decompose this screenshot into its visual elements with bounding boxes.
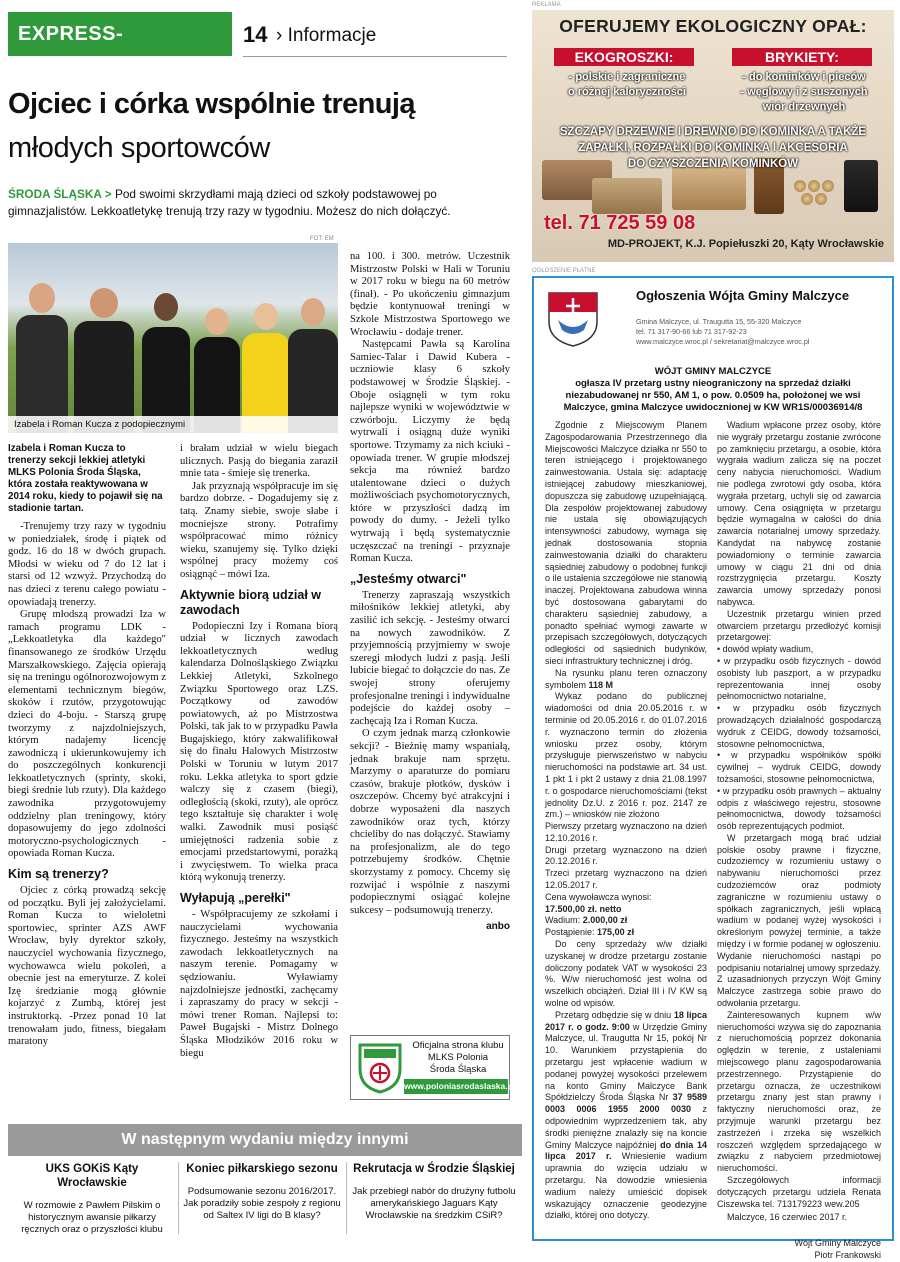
- site-logo[interactable]: EXPRESS-MIEJSKI.PL: [8, 12, 232, 56]
- article-signature: anbo: [486, 921, 510, 933]
- photo-person: [194, 308, 240, 433]
- notice-bullet: • w przypadku osób fizycznych - dowód osobisty lub paszport, a w przypadku reprezentowania innej osoby pełnomocnictwo notarialne,: [717, 655, 881, 702]
- notice-postapienie: [545, 927, 707, 939]
- article-dek: [8, 186, 508, 220]
- notice-price: [545, 904, 707, 916]
- article-paragraph: Grupę młodszą prowadzi Iza w ramach programu LDK -„Lekkoatletyka dla każdego" finansowanego ze środków Urzędu Marszałkowskiego. Zajęcia opierają się na treningu ogólnorozwojowym z elementami technicznym biegów, skoków i rzutów, przygotowując dzieci do 4-boju. - Starszą grupę tworzymy z najzdolniejszych, którym nadajemy licencję zawodniczą i ukierunkowujemy ich do poszczególnych konkurencji lekkoatletycznych (sprinty, skoki, biegi średnie lub rzuty). Dla każdego zawodnika przygotowujemy oddzielny plan treningowy, który dopasowujemy do jego zdolności motoryczno-psychologicznych - opowiada Roman Kucza.: [8, 609, 166, 860]
- notice-label: OGŁOSZENIE PŁATNE: [532, 268, 596, 274]
- fuel-advertisement[interactable]: [532, 10, 894, 262]
- next-issue-text: Podsumowanie sezonu 2016/2017. Jak poradziły sobie zespoły z regionu od Saltex IV ligi do B klasy?: [183, 1186, 341, 1221]
- notice-paragraph: Szczegółowych informacji dotyczących przetargu udziela Renata Ciszewska tel. 713179223 wew.205: [717, 1175, 881, 1209]
- article-column-2: [180, 443, 338, 1060]
- subheading-jestesmy: „Jesteśmy otwarci": [350, 571, 467, 586]
- dek-place: ŚRODA ŚLĄSKA >: [8, 187, 112, 201]
- notice-heading: Ogłoszenia Wójta Gminy Malczyce: [636, 288, 850, 303]
- ad-list-item: - do kominków i pieców: [742, 71, 866, 83]
- ad-list-item: - węglowy i z suszonych: [740, 86, 868, 98]
- divider: [346, 1162, 347, 1234]
- notice-title-sub: ogłasza IV przetarg ustny nieograniczony na sprzedaż działki niezabudowanej nr 550, AM 1, o pow. 0.0509 ha, położonej we wsi Malczyce, gmina Malczyce uwidocznionej w KW WR1S/00036914/8: [563, 378, 863, 413]
- next-issue-title: Rekrutacja w Środzie Śląskiej: [353, 1163, 515, 1175]
- club-text: [408, 1040, 508, 1076]
- notice-bullet: • w przypadku osób fizycznych prowadzących działalność gospodarczą wydruk z CEIDG, dowody tożsamości, stosowne pełnomocnictwa,: [717, 703, 881, 749]
- notice-deadline: do dnia 14 lipca 2017 r.: [545, 1139, 707, 1162]
- ad-title: OFERUJEMY EKOLOGICZNY OPAŁ:: [559, 16, 867, 36]
- section-rule: [243, 56, 507, 57]
- notice-paragraph: Zgodnie z Miejscowym Planem Zagospodarowania Przestrzennego dla Miejscowości Malczyce działka nr 550 to teren istniejącego i projektowanego zainwestowania. Ustala się: adaptację istniejącej zabudowy mieszkaniowej, dopuszcza się zabudowę uzupełniającą. Dla zespołów projektowanej zabudowy nie ustala się obowiązujących intensywności zabudowy, wymaga się jednak dostosowania stopnia zainwestowania działki do charakteru sąsiedniej zabudowy o podobnej funkcji o ile ustalenia szczegółowe nie stanowią inaczej. Projektowana zabudowa winna być dostosowana gabarytami do charakteru sąsiedniej zabudowy, a ponadto spełniać wymogi zawarte w przepisach szczegółowych, dotyczących odległości od sąsiednich budynków, sieci infrastruktury technicznej i dróg.: [545, 420, 707, 666]
- notice-paragraph: Uczestnik przetargu winien przed otwarciem przetargu przedłożyć komisji przetargowej:: [717, 608, 881, 643]
- notice-auction-date: 18 lipca 2017 r. o godz. 9:00: [545, 1009, 707, 1032]
- article-headline-sub: młodych sportowców: [8, 132, 270, 164]
- next-issue-text: Jak przebiegł nabór do drużyny futbolu amerykańskiego Jaguars Kąty Wrocławskie na średzkim CSiR?: [352, 1186, 516, 1221]
- article-paragraph: Ojciec z córką prowadzą sekcję od początku. Byli jej założycielami. Roman Kucza to wieloletni sportowiec, sprinter AZS AWF Wrocław, były dyrektor szkoły, nauczyciel wychowania fizycznego, wychowawca wielu pokoleń, a obecnie jest na emeryturze. Z kolei Izę średzianie mogą głównie kojarzyć z Zumbą, której jest instruktorką. -Przez ponad 10 lat trenowałam judo, fitness, biegałam maratony: [8, 885, 166, 1048]
- notice-title: [545, 366, 881, 414]
- notice-wadium-value: 2.000,00 zł: [582, 915, 628, 926]
- notice-paragraph: W przetargach mogą brać udział polskie osoby prawne i fizyczne, cudzoziemcy w rozumieniu ustawy o nabywaniu nieruchomości przez cudzoziemców oraz podmioty zagraniczne w rozumieniu ustawy o spółkach zagranicznych, jeśli wpłacą wadium w podanej wyżej wysokości i określonym powyżej terminie, a także między i w formie podanej w ogłoszeniu. Wydanie nieruchomości nastąpi po podpisaniu notarialnej umowy sprzedaży. Z uzasadnionych przyczyn Wójt Gminy Malczyce zastrzega sobie prawo do odwołania przetargu.: [717, 832, 881, 1009]
- notice-bullet: • dowód wpłaty wadium,: [717, 644, 814, 655]
- notice-signature-name: Piotr Frankowski: [814, 1249, 881, 1260]
- notice-date: Pierwszy przetarg wyznaczono na dzień 12.10.2016 r.: [545, 821, 707, 843]
- club-emblem-icon: [356, 1041, 404, 1094]
- article-column-3: [350, 251, 510, 934]
- article-paragraph: O czym jednak marzą członkowie sekcji? - Bieżnię mamy wspaniałą, jednak brakuje nam sprzętu. Marzymy o aparaturze do pomiaru czasów, brakuje płotków, dysków i oszczepów. Chcemy być atrakcyjni i dobrze wyposażeni dla naszych zawodników oraz tych, którzy chcieliby do nas dołączyć. Stawiamy na profesjonalizm, ale do tego potrzebujemy środków. Chętnie skorzystamy z pomocy. Chcemy się rozwijać i wspólnie z naszymi podopiecznymi osiągać kolejne sukcesy – podsumowują trenerzy.: [350, 728, 510, 916]
- club-line: Środa Śląska: [429, 1064, 487, 1075]
- article-paragraph: Podopieczni Izy i Romana biorą udział w licznych zawodach lekkoatletycznych według kalendarza Dolnośląskiego Związku Lekkiej Atletyki, Szkolnego Związku Sportowego oraz LZS. Początkowy od zawodów powiatowych, aż po Mistrzostwa Polski, tak jak to w przypadku Pawła Bugajskiego, który zakwalifikował się do finału Halowych Mistrzostw Polski w Toruniu w lutym 2017 roku. Lekka atletyka to sport gdzie walczy się z czasem (biegi), odległością (skoki, rzuty), ale oprócz tego kształtuje się charakter i wolę walki. Zawodnik musi posiąść umiejętności radzenia sobie z emocjami przedstartowymi, porażką i zwycięstwem. To wielka praca którą wykonują trenerzy.: [180, 620, 338, 884]
- ad-list-item: wiór drzewnych: [762, 101, 846, 113]
- notice-postapienie-value: 175,00 zł: [597, 927, 635, 938]
- next-issue-title: Koniec piłkarskiego sezonu: [186, 1163, 338, 1175]
- photo-person: [16, 283, 68, 433]
- notice-price-label: Cena wywoławcza wynosi:: [545, 891, 652, 902]
- notice-paragraph: [545, 668, 707, 692]
- next-issue-text: W rozmowie z Pawłem Pilskim o historycznym awansie piłkarzy ręcznych oraz o przyszłości klubu: [21, 1200, 163, 1235]
- article-photo: [8, 243, 338, 433]
- next-issue-title: UKS GOKiS Kąty Wrocławskie: [45, 1163, 139, 1189]
- ad-product-image: [815, 193, 827, 205]
- photo-person: [142, 293, 190, 433]
- ad-product-image: [672, 166, 746, 210]
- ad-phone[interactable]: tel. 71 725 59 08: [544, 212, 696, 234]
- notice-title-main: WÓJT GMINY MALCZYCE: [654, 366, 772, 377]
- notice-date: Drugi przetarg wyznaczono na dzień 20.12.2016 r.: [545, 844, 707, 867]
- notice-text: Przetarg odbędzie się w dniu: [555, 1009, 674, 1020]
- notice-text: z odpowiednim wyprzedzeniem tak, aby środki pieniężne znalazły się na koncie Gminy Malczyce najpóźniej: [545, 1104, 707, 1150]
- ad-list-item: - polskie i zagraniczne: [568, 71, 686, 83]
- ad-product-image: [794, 180, 806, 192]
- page-number: 14: [243, 22, 268, 47]
- notice-text: Na rysunku planu teren oznaczony symbolem: [545, 667, 707, 690]
- ad-extra-offer: [532, 124, 894, 172]
- notice-date: Trzeci przetarg wyznaczono na dzień 12.05.2017 r.: [545, 868, 707, 891]
- notice-text: w Urzędzie Gminy Malczyce, ul. Traugutta Nr 15, pokój Nr 10. Warunkiem przystąpienia do przetargu jest wpłacenie wadium w podanej powyżej wysokości przelewem na konto Gminy Malczyce Bank Spółdzielczy Środa Śląska Nr: [545, 1021, 707, 1103]
- club-line: Oficjalna strona klubu: [412, 1040, 504, 1051]
- subheading-aktywnie: Aktywnie biorą udział w zawodach: [180, 587, 321, 617]
- ad-box-ekogroszki: EKOGROSZKI:: [554, 48, 694, 66]
- article-paragraph: Trenerzy zapraszają wszystkich miłośników lekkiej atletyki, aby zasilić ich sekcję. - Jesteśmy otwarci na nowych zawodników. Z przyjemnością przyjmiemy w swoje szeregi młodych ludzi z pasją. Jeśli lubicie biegać to dołączcie do nas. Ze swojej strony oferujemy profesjonalne treningi i indywidualne podejście do każdej osoby – zachęcają Iza i Roman Kucza.: [350, 589, 510, 727]
- photo-person: [74, 288, 134, 433]
- ad-product-image: [592, 178, 662, 214]
- subheading-wylapuja: Wyłapują „perełki": [180, 891, 291, 905]
- notice-column-right: [717, 420, 881, 1262]
- next-issue-item[interactable]: [182, 1162, 342, 1238]
- notice-org-web[interactable]: www.malczyce.wroc.pl / sekretariat@malczyce.wroc.pl: [636, 337, 810, 346]
- notice-text: Wniesienie wadium uprawnia do wzięcia udziału w przetargu. Na dowodzie wniesienia wadium należy umieścić dopisek wskazujący oznaczenie geodezyjne działki, której ono dotyczy.: [545, 1151, 707, 1221]
- article-column-1: [8, 443, 166, 1049]
- article-headline: Ojciec i córka wspólnie trenują: [8, 88, 415, 120]
- photo-credit: FOT: EM: [310, 236, 334, 242]
- article-paragraph: na 100. i 300. metrów. Uczestnik Mistrzostw Polski w Hali w Toruniu w 2017 roku w biegu na 60 metrów (finał). - Po ukończeniu gimnazjum będzie kontynuował treningi w Szkole Mistrzostwa Sportowego we Wrocławiu - dodaje trener.: [350, 251, 510, 338]
- notice-bullet: • w przypadku osób prawnych – aktualny odpis z właściwego rejestru, stosowne pełnomocnictwa, dowody tożsamości osób reprezentujących podmiot.: [717, 785, 881, 832]
- notice-org: [636, 317, 809, 347]
- notice-paragraph: Zainteresowanych kupnem w/w nieruchomości wzywa się do zapoznania z nieruchomością poprzez dokonania oględzin w terenie, z ustaleniami miejscowego planu zagospodarowania przestrzennego. Przystąpienie do przetargu oznacza, że uczestnikowi przetargu znany jest stan prawny i faktyczny nieruchomości oraz, że przyjmuje warunki przetargu bez zastrzeżeń i zrzeka się wszelkich roszczeń względem sprzedającego w związku z nabyciem przedmiotowej nieruchomości.: [717, 1009, 881, 1174]
- section-name[interactable]: › Informacje: [276, 25, 377, 46]
- ad-product-image: [801, 193, 813, 205]
- next-issue-bar: W następnym wydaniu między innymi: [8, 1124, 522, 1156]
- dek-text: Pod swoimi skrzydłami mają dzieci od szkoły podstawowej po gimnazjalistów. Lekkoatletykę trenują trzy razy w tygodniu. Możesz do nich dołączyć.: [8, 187, 451, 218]
- photo-person: [288, 298, 338, 433]
- notice-bullet: • w przypadku współników spółki cywilnej – wydruk CEIDG, dowody tożsamości, stosowne pełnomocnictwa,: [717, 750, 881, 784]
- article-paragraph: Następcami Pawła są Karolina Samiec-Talar i Dawid Kubera - uczniowie klasy 6 szkoły podstawowej w Środzie Śląskiej. - Oboje osiągnęli w tym roku najlepsze wyniki w województwie w czwórboju. Liczymy że będą wytrwali i osiągną duże wyniki sportowe. Trzymamy za nich kciuki - opowiada trener. W grupie młodszej sekcja ma również bardzo utalentowane dzieci o dużych możliwościach psychomotorycznych, które w przyszłości dadzą im powody do dumy. - Jeżeli tylko wytrwają i będą systematycznie uczęszczać na treningi - przyznaje Roman Kucza.: [350, 339, 510, 565]
- ad-list-left: [542, 70, 712, 100]
- next-issue-item[interactable]: [350, 1162, 518, 1238]
- article-paragraph: - Współpracujemy ze szkołami i nauczycielami wychowania fizycznego. Jesteśmy na wszystkich zawodach lekkoatletycznych na naszym terenie. Pomagamy w sędziowaniu. Wyławiamy najzdolniejsze jednostki, zachęcamy i zapraszamy do pracy w sekcji - mówi trener Roman. Najlepsi to: Paweł Bugajski - Mistrz Dolnego Śląska Młodzików 2016 roku w biegu: [180, 909, 338, 1059]
- notice-wadium: [545, 915, 707, 927]
- ad-list-item: o różnej kaloryczności: [568, 86, 686, 98]
- subheading-kim: Kim są trenerzy?: [8, 867, 109, 882]
- ad-offer-line: DO CZYSZCZENIA KOMINKÓW: [627, 158, 799, 170]
- ad-box-brykiety: BRYKIETY:: [732, 48, 872, 66]
- notice-signature: Wójt Gminy Malczyce: [794, 1238, 881, 1249]
- article-paragraph: Jak przyznają współpracuje im się bardzo dobrze. - Dogadujemy się z tatą. Znamy siebie, swoje słabe i mocniejsze strony. Potrafimy współpracować mimo różnicy wieku, szanujemy się. Tylko dzięki wspólnej pracy możemy coś osiągnąć – mówi Iza.: [180, 480, 338, 580]
- ad-product-image: [822, 180, 834, 192]
- article-lead: Izabela i Roman Kucza to trenerzy sekcji lekkiej atletyki MLKS Polonia Środa Śląska, która została reaktywowana w 2014 roku, kiedy to pojawił się na stadionie tartan.: [8, 443, 163, 514]
- notice-column-left: [545, 420, 707, 1222]
- ad-address: MD-PROJEKT, K.J. Popiełuszki 20, Kąty Wrocławskie: [607, 238, 884, 250]
- notice-paragraph: Do ceny sprzedaży w/w działki uzyskanej w drodze przetargu zostanie doliczony podatek VAT w wysokości 23 %. W/w nieruchomość jest wolna od wszelkich obciążeń. Dział III i IV KW są wolne od wpisów.: [545, 939, 707, 1009]
- notice-account-number: 37 9589 0003 0006 1955 2000 0030: [545, 1092, 707, 1115]
- article-paragraph: -Trenujemy trzy razy w tygodniu w poniedziałek, środę i piątek od godz. 16 do 18 w dwóch grupach. Młodsi w wieku od 7 do 12 lat i starsi od 12 wzwyż. Przychodzą do nas dzieci z terenu całego powiatu - opowiadają trenerzy.: [8, 521, 166, 608]
- ad-offer-line: SZCZAPY DRZEWNE I DREWNO DO KOMINKA A TAKŻE: [559, 126, 867, 138]
- notice-symbol: 118 M: [588, 679, 614, 690]
- notice-org-phone: tel. 71 317-90-66 lub 71 317-92-23: [636, 327, 747, 336]
- club-url-link[interactable]: www.poloniasrodaslaska.pl: [404, 1079, 508, 1094]
- club-line: MLKS Polonia: [427, 1052, 489, 1063]
- photo-person: [242, 303, 290, 433]
- notice-date-place: Malczyce, 16 czerwiec 2017 r.: [727, 1212, 848, 1223]
- photo-caption: Izabela i Roman Kucza z podopiecznymi: [8, 416, 338, 433]
- notice-text: Postąpienie:: [545, 927, 598, 938]
- ad-product-image: [808, 180, 820, 192]
- next-issue-item[interactable]: [12, 1162, 172, 1238]
- article-paragraph: i brałam udział w wielu biegach ulicznych. Pasją do biegania zaraził mnie tata - śmieje się trenerka.: [180, 443, 338, 480]
- ad-list-right: [718, 70, 890, 115]
- notice-text: Wadium:: [545, 915, 583, 926]
- malczyce-crest-icon: [546, 290, 600, 348]
- notice-paragraph: [545, 1010, 707, 1222]
- ad-label: REKLAMA: [532, 2, 561, 8]
- ad-offer-line: ZAPAŁKI, ROZPAŁKI DO KOMINKA I AKCESORIA: [578, 142, 848, 154]
- notice-org-name: Gmina Malczyce, ul. Traugutta 15, 55-320 Malczyce: [636, 317, 802, 326]
- notice-paragraph: Wadium wpłacone przez osoby, które nie wygrały przetargu zostanie zwrócone po zamknięciu przetargu, a osobie, która wygrała wadium zalicza się na poczet ceny nabycia nieruchomości. Wadium nie podlega zwrotowi gdy osoba, która wygrała przetarg, uchyli się od zawarcia umowy. Cena osiągnięta w przetargu będzie wymagalna w całości do dnia zawarcia notarialnej umowy sprzedaży. Kandydat na nabywcę zostanie powiadomiony o terminie zawarcia umowy w ciągu 21 dni od dnia rozstrzygnięcia przetargu. Koszty zawarcia umowy sprzedaży ponosi nabywca.: [717, 420, 881, 607]
- divider: [178, 1162, 179, 1234]
- notice-paragraph: Wykaz podano do publicznej wiadomości od dnia 20.05.2016 r. w terminie od 20.05.2016 r. do 01.07.2016 r. wyznaczono termin do złożenia wniosku przez osoby, którym przysługuje pierwszeństwo w nabyciu nieruchomości na podstawie art. 34 ust. 1 pkt 1 i pkt 2 ustawy z dnia 21.08.1997 r. o gospodarce nieruchomościami (tekst jednolity Dz.U. z 2016 r. poz. 2147 ze zm.) – wniosków nie złożono: [545, 691, 707, 820]
- notice-price-value: 17.500,00 zł. netto: [545, 903, 622, 914]
